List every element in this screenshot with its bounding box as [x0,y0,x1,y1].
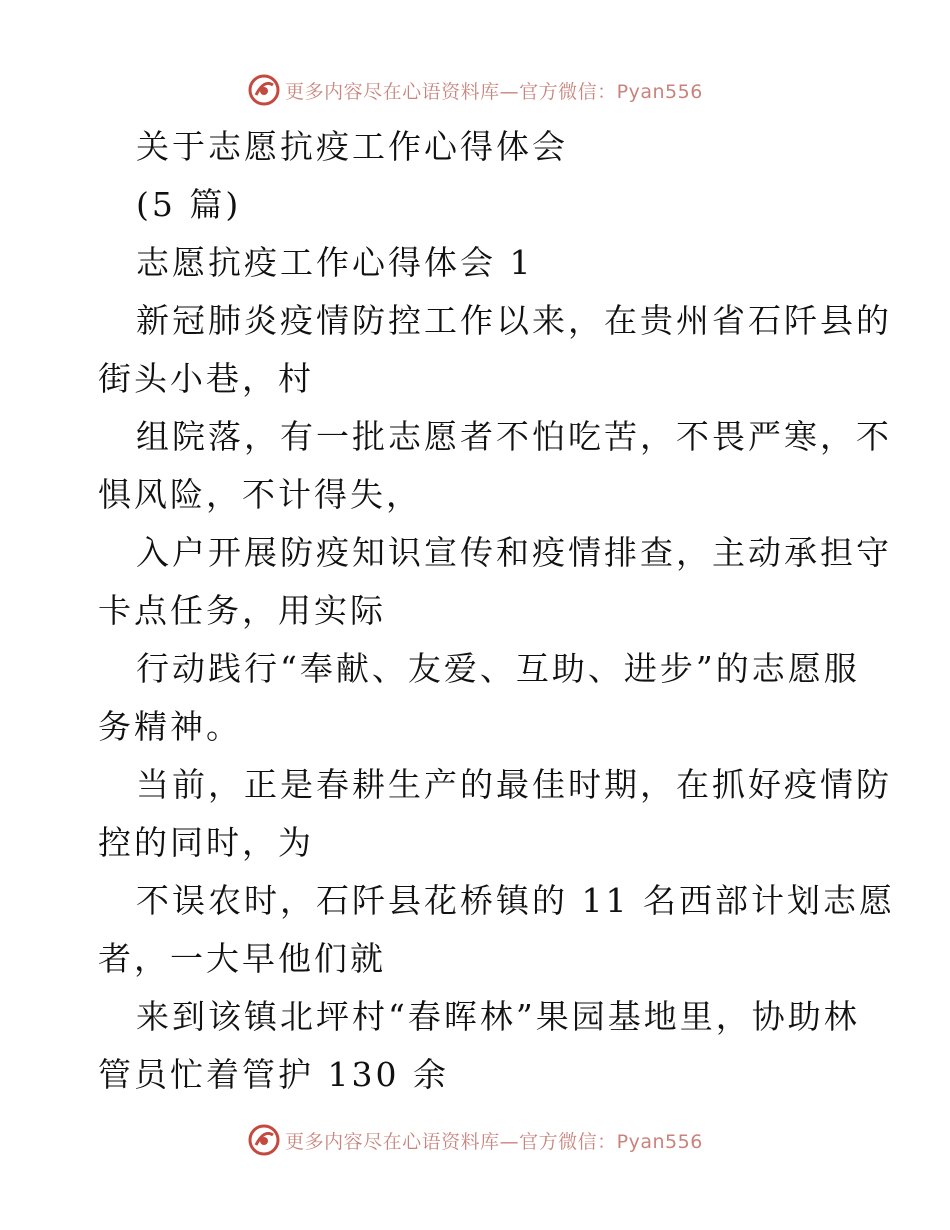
watermark-text: 更多内容尽在心语资料库—官方微信：Pyan556 [285,1130,703,1153]
brand-logo-icon [247,73,281,107]
paragraph-line: 卡点任务，用实际 [98,591,386,630]
paragraph-line: 组院落，有一批志愿者不怕吃苦，不畏严寒，不 [136,417,892,456]
paragraph-line: 当前，正是春耕生产的最佳时期，在抓好疫情防 [136,765,892,804]
paragraph-line: 来到该镇北坪村“春晖林”果园基地里，协助林 [136,997,860,1036]
paragraph-line: 不误农时，石阡县花桥镇的 11 名西部计划志愿 [136,881,895,920]
paragraph-line: 入户开展防疫知识宣传和疫情排查，主动承担守 [136,533,892,572]
paragraph-line: 者，一大早他们就 [98,939,386,978]
paragraph-line: 务精神。 [98,707,242,746]
paragraph-line: 街头小巷，村 [98,359,314,398]
document-body [98,118,895,1104]
paragraph-line: 新冠肺炎疫情防控工作以来，在贵州省石阡县的 [136,301,892,340]
section-heading: 志愿抗疫工作心得体会 1 [136,243,534,282]
watermark-text: 更多内容尽在心语资料库—官方微信：Pyan556 [285,80,703,103]
paragraph-line: 行动践行“奉献、友爱、互助、进步”的志愿服 [136,649,860,688]
paragraph-line: 管员忙着管护 130 余 [98,1055,449,1094]
header-watermark [0,70,950,110]
document-subtitle: (5 篇) [136,185,242,224]
brand-logo-icon [247,1123,281,1157]
document-title: 关于志愿抗疫工作心得体会 [136,127,568,166]
paragraph-line: 控的同时，为 [98,823,314,862]
paragraph-line: 惧风险，不计得失， [98,475,422,514]
footer-watermark [0,1120,950,1160]
